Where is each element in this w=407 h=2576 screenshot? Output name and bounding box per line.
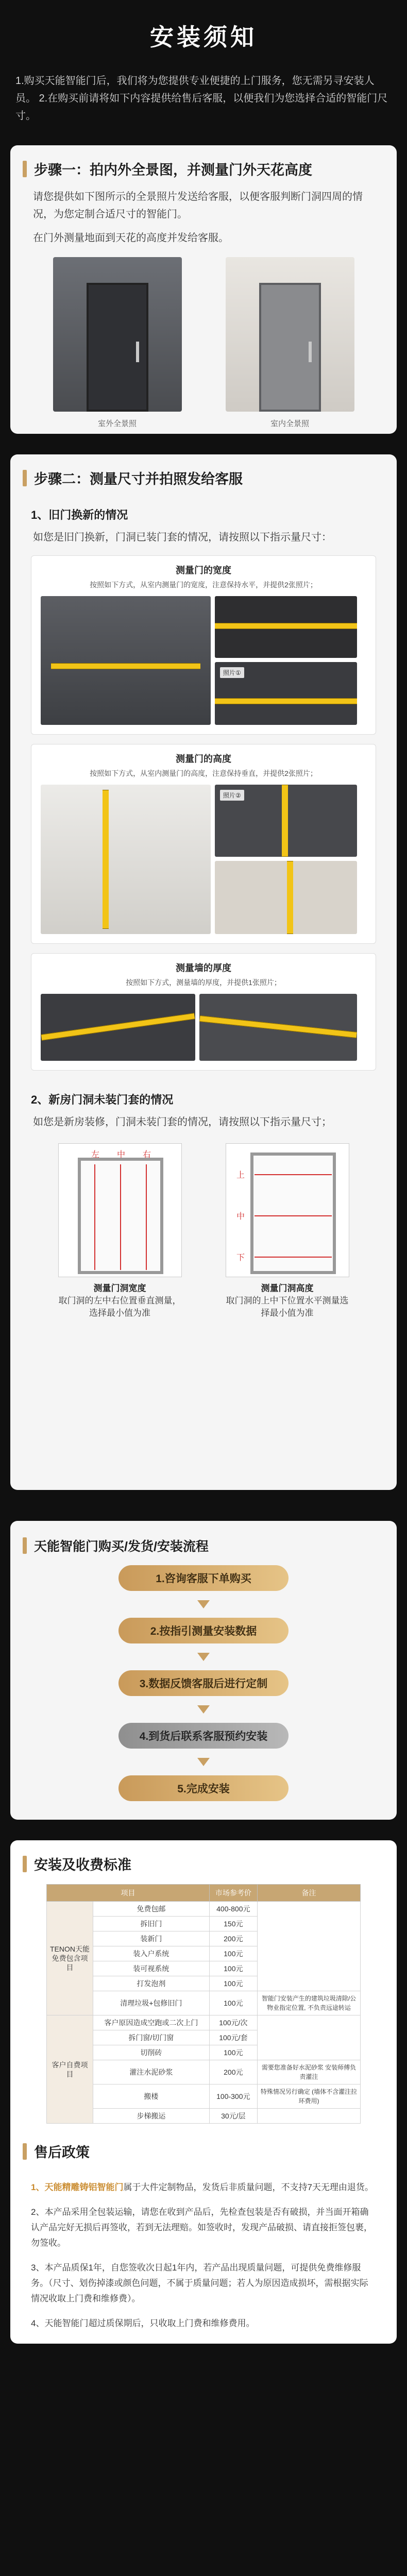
flow-step-4: 4.到货后联系客服预约安装 bbox=[118, 1723, 289, 1749]
group-paid: 客户自费项目 bbox=[47, 2015, 93, 2124]
new-door-desc: 如您是新房装修，门洞未装门套的情况，请按照以下指示量尺寸； bbox=[33, 1116, 332, 1128]
diagram-caption: 取门洞的左中右位置垂直测量，选择最小值为准 bbox=[58, 1296, 181, 1318]
flow-step-1: 1.咨询客服下单购买 bbox=[118, 1565, 289, 1591]
step2-card bbox=[10, 454, 397, 1490]
fee-table bbox=[46, 1884, 361, 2124]
accent-bar bbox=[23, 1856, 27, 1872]
door-illustration bbox=[259, 283, 321, 412]
diagram-caption: 取门洞的上中下位置水平测量选择最小值为准 bbox=[226, 1296, 349, 1318]
table-row: 装可视系统 100元 bbox=[47, 1961, 361, 1976]
tape-closeup-photo: 照片① bbox=[215, 662, 357, 725]
accent-bar bbox=[23, 2143, 27, 2160]
policy-heading bbox=[10, 2124, 397, 2166]
fee-title: 安装及收费标准 bbox=[34, 1857, 131, 1873]
outdoor-door-image bbox=[53, 257, 182, 412]
policy-list bbox=[10, 2166, 397, 2331]
diagram-title: 测量门洞宽度 bbox=[93, 1283, 146, 1293]
tape-closeup-photo: 照片② bbox=[215, 785, 357, 857]
table-row: 装入户系统 100元 bbox=[47, 1946, 361, 1961]
accent-bar bbox=[23, 1537, 27, 1554]
accent-bar bbox=[23, 161, 27, 177]
step1-sub: 在门外测量地面到天花的高度并发给客服。 bbox=[33, 232, 229, 244]
photo-caption: 室外全景照 bbox=[97, 419, 137, 428]
mark-top: 上 bbox=[236, 1171, 245, 1180]
flow-card bbox=[10, 1521, 397, 1820]
measure-height-photo bbox=[41, 785, 211, 934]
col-item: 项目 bbox=[47, 1885, 210, 1902]
wall-thickness-photo bbox=[41, 994, 195, 1061]
header bbox=[0, 0, 407, 58]
table-header-row bbox=[47, 1885, 361, 1902]
tape-closeup-photo bbox=[215, 596, 357, 658]
arrow-down-icon bbox=[197, 1600, 210, 1608]
flow-step-3: 3.数据反馈客服后进行定制 bbox=[118, 1670, 289, 1696]
opening-height-diagram bbox=[226, 1143, 349, 1319]
table-row: 拆门窗/切门窗 100元/套 bbox=[47, 2030, 361, 2045]
opening-frame bbox=[226, 1143, 349, 1277]
table-row: 客户自费项目 客户原因造成空跑或二次上门 100元/次 bbox=[47, 2015, 361, 2030]
table-row: 拆旧门 150元 bbox=[47, 1917, 361, 1931]
panel-title: 测量墙的厚度 bbox=[176, 963, 231, 973]
tape-closeup-photo bbox=[215, 861, 357, 934]
table-row: 搬楼 100-300元 特殊情况另行确定 (墙体不含灌注拉环费用) bbox=[47, 2084, 361, 2109]
panel-images bbox=[41, 785, 366, 934]
opening-width-diagram bbox=[58, 1143, 182, 1319]
mark-bottom: 下 bbox=[236, 1253, 245, 1262]
step1-card bbox=[10, 145, 397, 434]
door-illustration bbox=[87, 283, 148, 412]
panel-title: 测量门的高度 bbox=[176, 754, 231, 764]
panel-desc: 按照如下方式，从室内测量门的宽度，注意保持水平，并提供2张照片； bbox=[90, 581, 317, 589]
measure-width-panel bbox=[31, 555, 376, 735]
step1-heading bbox=[10, 145, 397, 184]
mark-right: 右 bbox=[142, 1150, 151, 1159]
table-row: TENON天能免费包含项目 免费包邮 400-800元 bbox=[47, 1902, 361, 1917]
table-row: 切削砖 100元 bbox=[47, 2045, 361, 2060]
step1-title: 步骤一：拍内外全景图，并测量门外天花高度 bbox=[34, 162, 312, 178]
arrow-down-icon bbox=[197, 1758, 210, 1766]
policy-item: 2、本产品采用全包装运输，请您在收到产品后，先检查包装是否有破损，并当面开箱确认产品完好无损后再签收，若到无法理赔。如签收时，发现产品破损、请直接拒签包裹，勿签收。 bbox=[31, 2207, 372, 2248]
arrow-down-icon bbox=[197, 1705, 210, 1714]
opening-frame bbox=[58, 1143, 182, 1277]
step2-heading bbox=[10, 454, 397, 493]
intro-text: 1.购买天能智能门后，我们将为您提供专业便捷的上门服务，您无需另寻安装人员。 2.在购买前请将如下内容提供给售后客服，以便我们为您选择合适的智能门尺寸。 bbox=[15, 75, 388, 122]
panel-images bbox=[41, 596, 366, 725]
old-door-desc: 如您是旧门换新，门洞已装门套的情况，请按照以下指示量尺寸： bbox=[33, 532, 332, 543]
flow-heading bbox=[10, 1521, 397, 1565]
flow-step-2: 2.按指引测量安装数据 bbox=[118, 1618, 289, 1643]
panel-title: 测量门的宽度 bbox=[176, 565, 231, 575]
step2-title: 步骤二：测量尺寸并拍照发给客服 bbox=[34, 471, 243, 487]
panel-desc: 按照如下方式，从室内测量门的高度，注意保持垂直，并提供2张照片； bbox=[90, 769, 317, 777]
col-note: 备注 bbox=[258, 1885, 361, 1902]
measure-wall-panel bbox=[31, 953, 376, 1071]
policy-title: 售后政策 bbox=[34, 2145, 90, 2160]
group-free: TENON天能免费包含项目 bbox=[47, 1902, 93, 2015]
opening-diagrams bbox=[10, 1131, 397, 1319]
new-door-heading: 2、新房门洞未装门套的情况 bbox=[31, 1093, 174, 1106]
panel-desc: 按照如下方式，测量墙的厚度，并提供1张照片； bbox=[126, 978, 281, 987]
table-row: 灌注水泥砂浆 200元 需要您准备好水泥砂浆 安装师傅负责灌注 bbox=[47, 2060, 361, 2084]
policy-item: 4、天能智能门超过质保期后，只收取上门费和维修费用。 bbox=[31, 2318, 255, 2328]
mark-middle: 中 bbox=[236, 1212, 245, 1221]
table-row: 清理垃圾+包修旧门 100元 智能门安装产生的建筑垃圾清除/公物业指定位置, 不负责远途转运 bbox=[47, 1991, 361, 2015]
mark-left: 左 bbox=[91, 1150, 99, 1159]
page-title: 安装须知 bbox=[150, 24, 257, 50]
accent-bar bbox=[23, 470, 27, 486]
flow-step-5: 5.完成安装 bbox=[118, 1775, 289, 1801]
mark-middle: 中 bbox=[116, 1150, 125, 1159]
wall-thickness-photo bbox=[199, 994, 357, 1061]
photo-indoor bbox=[226, 257, 354, 429]
diagram-title: 测量门洞高度 bbox=[261, 1283, 314, 1293]
step1-desc: 请您提供如下图所示的全景照片发送给客服，以便客服判断门洞四周的情况，为您定制合适尺寸的智能门。 bbox=[33, 191, 363, 220]
panel-images bbox=[41, 994, 366, 1061]
fee-heading bbox=[10, 1840, 397, 1879]
indoor-door-image bbox=[226, 257, 354, 412]
policy-item: 1、天能精雕铸铝智能门属于大件定制物品，发货后非质量问题，不支持7天无理由退货。 bbox=[31, 2182, 374, 2192]
fee-card bbox=[10, 1840, 397, 2344]
measure-width-photo bbox=[41, 596, 211, 725]
policy-item: 3、本产品质保1年，自您签收次日起1年内，若产品出现质量问题，可提供免费维修服务。（尺寸、划伤掉漆或颜色问题，不属于质量问题；若人为原因造成损坏，需根据实际情况收取上门费和维修费）。 bbox=[31, 2263, 368, 2303]
flow-title: 天能智能门购买/发货/安装流程 bbox=[34, 1539, 209, 1554]
table-row: 打发泡剂 100元 bbox=[47, 1976, 361, 1991]
measure-height-panel bbox=[31, 744, 376, 944]
table-row: 步梯搬运 30元/层 bbox=[47, 2109, 361, 2124]
arrow-down-icon bbox=[197, 1653, 210, 1661]
step1-photos bbox=[10, 247, 397, 434]
old-door-heading: 1、旧门换新的情况 bbox=[31, 509, 128, 521]
photo-caption: 室内全景照 bbox=[270, 419, 309, 428]
col-price: 市场参考价 bbox=[209, 1885, 257, 1902]
photo-outdoor bbox=[53, 257, 182, 429]
table-row: 装新门 200元 bbox=[47, 1931, 361, 1946]
